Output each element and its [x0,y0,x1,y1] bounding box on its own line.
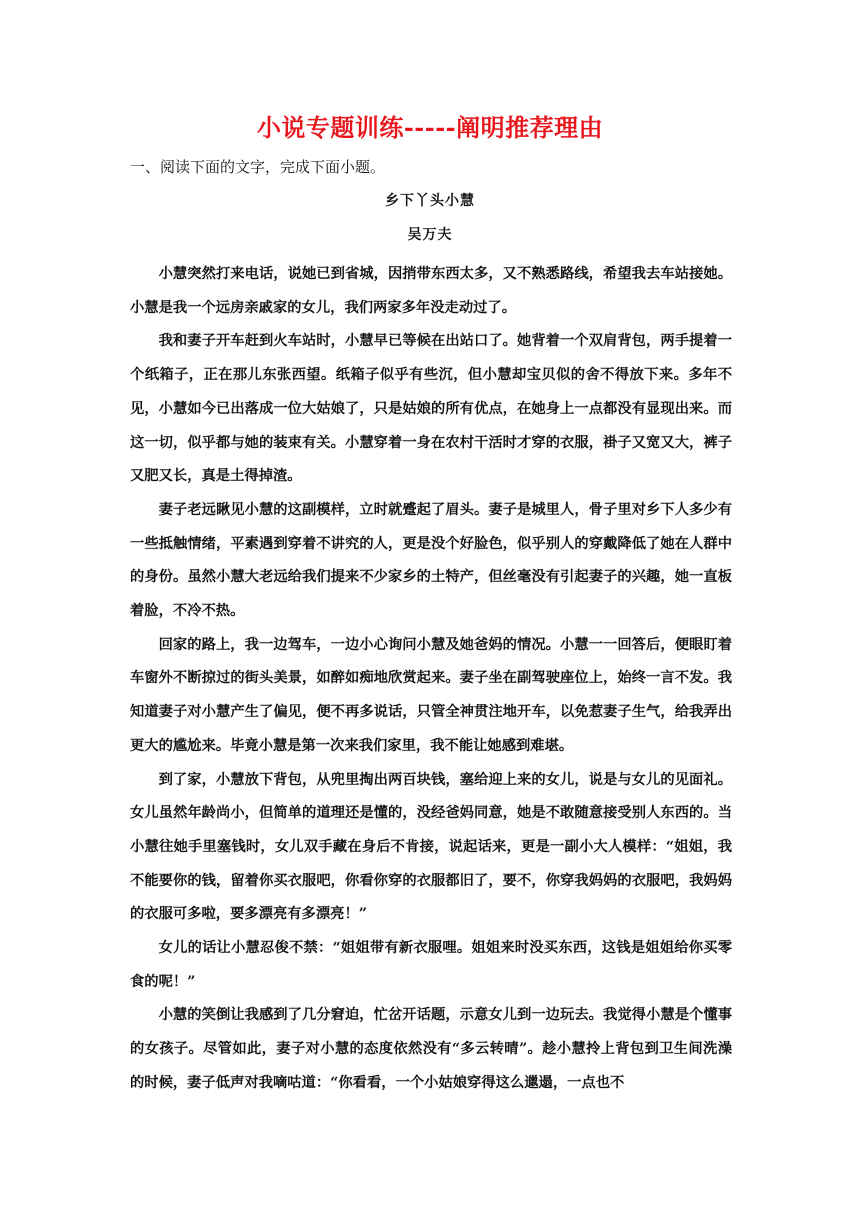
story-author: 吴万夫 [407,227,453,243]
story-paragraph: 小慧突然打来电话，说她已到省城，因捎带东西太多，又不熟悉路线，希望我去车站接她。小慧是我一个远房亲戚家的女儿，我们两家多年没走动过了。 [130,266,732,316]
page-title: 小说专题训练-----阐明推荐理由 [256,113,604,142]
question-instruction: 一、阅读下面的文字，完成下面小题。 [130,158,386,176]
story-paragraph: 我和妻子开车赶到火车站时，小慧早已等候在出站口了。她背着一个双肩背包，两手提着一个纸箱子，正在那儿东张西望。纸箱子似乎有些沉，但小慧却宝贝似的舍不得放下来。多年不见，小慧如今已出落成一位大姑娘了，只是姑娘的所有优点，在她身上一点都没有显现出来。而这一切，似乎都与她的装束有关。小慧穿着一身在农村干活时才穿的衣服，褂子又宽又大，裤子又肥又长，真是土得掉渣。 [130,333,732,485]
story-title: 乡下丫头小慧 [385,193,475,209]
story-paragraph: 女儿的话让小慧忍俊不禁：“姐姐带有新衣服哩。姐姐来时没买东西，这钱是姐姐给你买零食的呢！” [130,940,732,990]
story-paragraph: 回家的路上，我一边驾车，一边小心询问小慧及她爸妈的情况。小慧一一回答后，便眼盯着车窗外不断掠过的街头美景，如醉如痴地欣赏起来。妻子坐在副驾驶座位上，始终一言不发。我知道妻子对小慧产生了偏见，便不再多说话，只管全神贯注地开车，以免惹妻子生气，给我弄出更大的尴尬来。毕竟小慧是第一次来我们家里，我不能让她感到难堪。 [130,636,732,754]
story-paragraph: 妻子老远瞅见小慧的这副模样，立时就蹙起了眉头。妻子是城里人，骨子里对乡下人多少有一些抵触情绪，平素遇到穿着不讲究的人，更是没个好脸色，似乎别人的穿戴降低了她在人群中的身份。虽然小慧大老远给我们提来不少家乡的土特产，但丝毫没有引起妻子的兴趣，她一直板着脸，不冷不热。 [130,501,732,620]
story-paragraph: 小慧的笑倒让我感到了几分窘迫，忙岔开话题，示意女儿到一边玩去。我觉得小慧是个懂事的女孩子。尽管如此，妻子对小慧的态度依然没有“多云转晴”。趁小慧拎上背包到卫生间洗澡的时候，妻子低声对我嘀咕道：“你看看，一个小姑娘穿得这么邋遢，一点也不 [130,1007,732,1091]
story-paragraph: 到了家，小慧放下背包，从兜里掏出两百块钱，塞给迎上来的女儿，说是与女儿的见面礼。女儿虽然年龄尚小，但简单的道理还是懂的，没经爸妈同意，她是不敢随意接受别人东西的。当小慧往她手里塞钱时，女儿双手藏在身后不肯接，说起话来，更是一副小大人模样：“姐姐，我不能要你的钱，留着你买衣服吧，你看你穿的衣服都旧了，要不，你穿我妈妈的衣服吧，我妈妈的衣服可多啦，要多漂亮有多漂亮！” [130,771,732,923]
story-body [130,258,732,1101]
